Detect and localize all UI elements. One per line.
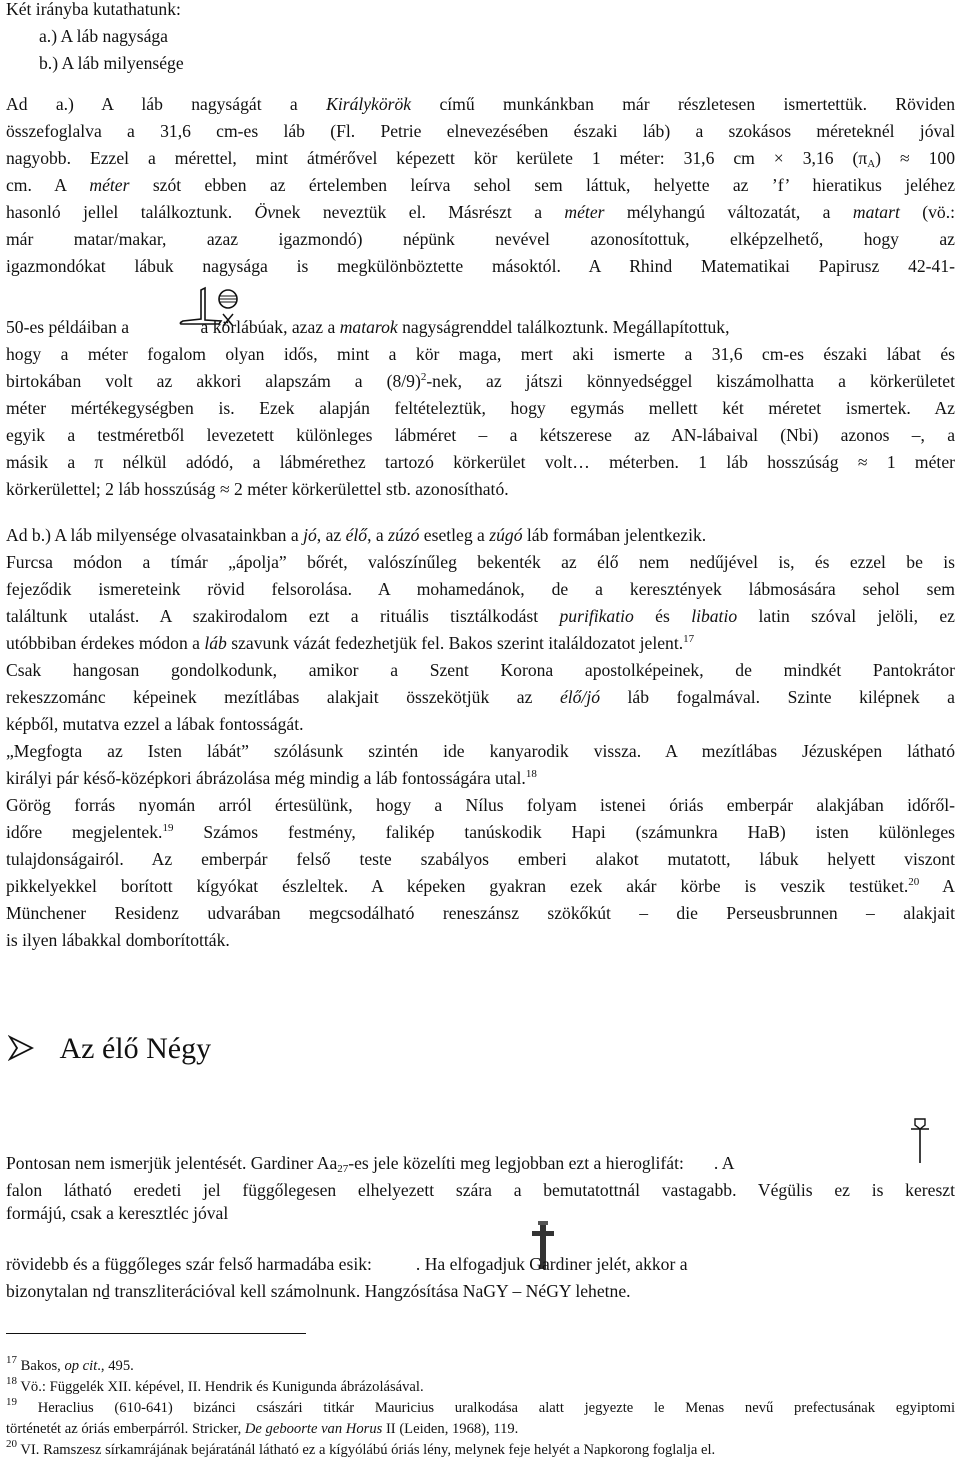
body-line: rövidebb és a függőleges szár felső harmadába esik: . Ha elfogadjuk Gardiner jelét, akkor a	[6, 1254, 688, 1274]
body-line: Görög forrás nyomán arról értesülünk, hogy a Nílus folyam istenei óriás emberpár alakjában időről-	[6, 795, 955, 815]
footnote-separator	[6, 1333, 306, 1334]
body-line: birtokában volt az akkori alapszám a $(8/9)^2$-nek, az játszi könnyedséggel kiszámolhatta a körkerületet	[6, 371, 955, 391]
body-line: körkerülettel; 2 láb hosszúság ≈ 2 méter körkerülettel stb. azonosítható.	[6, 479, 509, 499]
arrowhead-bullet-icon	[8, 1031, 38, 1067]
body-line: igazmondókat lábuk nagysága is megkülönböztette másoktól. A Rhind Matematikai Papirusz 42-41-	[6, 256, 955, 276]
body-line: másik a π nélkül adódó, a lábmérethez tartozó körkerület volt… méterben. 1 láb hosszúság ≈ 1 méter	[6, 452, 955, 472]
section-heading	[8, 1031, 211, 1067]
body-line: Csak hangosan gondolkodunk, amikor a Szent Korona apostolképeinek, de mindkét Pantokrátor	[6, 660, 955, 680]
intro-line: Két irányba kutathatunk:	[6, 0, 181, 19]
body-line: összefoglalva a 31,6 cm-es láb (Fl. Petrie elnevezésében északi láb) a szokásos méreteknél jóval	[6, 121, 955, 141]
body-line: is ilyen lábakkal domborították.	[6, 930, 230, 950]
body-line: már matar/makar, azaz igazmondó) népünk nevével azonosítottuk, elképzelhető, hogy az	[6, 229, 955, 249]
body-line: Münchener Residenz udvarában megcsodálható reneszánsz szökőkút – die Perseusbrunnen – alakjait	[6, 903, 955, 923]
body-line: Pontosan nem ismerjük jelentését. Gardiner $Aa_{27}-es$ jele közelíti meg legjobban ezt a hieroglifát: . A	[6, 1153, 735, 1175]
body-line: hasonló jellel találkoztunk. Övnek neveztük el. Másrészt a méter mélyhangú változatát, a matart (vö.:	[6, 202, 955, 222]
list-item-a: a.) A láb nagysága	[39, 26, 168, 46]
section-heading-text: Az élő Négy	[59, 1032, 212, 1065]
body-line: képből, mutatva ezzel a lábak fontosságát.	[6, 714, 304, 734]
body-line: rekeszzománc képeinek mezítlábas alakjait összekötjük az élő/jó láb fogalmával. Szinte kilépnek a	[6, 687, 955, 707]
body-line: hogy a méter fogalom olyan idős, mint a kör maga, mert aki ismerte a 31,6 cm-es északi lábat és	[6, 344, 955, 364]
body-line: „Megfogta az Isten lábát” szólásunk szintén ide kanyarodik vissza. A mezítlábas Jézusképen látható	[6, 741, 955, 761]
body-line: fejeződik ismereteink rövid felsorolása. A mohamedánok, de a keresztények lábmosására sehol sem	[6, 579, 955, 599]
body-line: méter mértékegységben is. Ezek alapján feltételeztük, hogy egymás mellett két méretet ismertek. Az	[6, 398, 955, 418]
body-line: bizonytalan nḏ transzliterációval kell számolnunk. Hangzósítása NaGY – NéGY lehetne.	[6, 1281, 631, 1301]
footnote-20: $^{20}$ VI. Ramszesz sírkamrájának bejáratánál látható ez a kígyólábú óriás lény, melynek feje helyét a Napkorong foglalja el.	[6, 1438, 716, 1458]
body-line: nagyobb. Ezzel a mérettel, mint átmérővel képezett kör kerülete 1 méter: 31,6 cm × 3,16 $(\pi_A) \approx 100$	[6, 148, 955, 170]
body-line: Furcsa módon a tímár „ápolja” bőrét, valószínűleg bekenték az élő nem nedűjével is, és ezzel be is	[6, 552, 955, 572]
body-line: falon látható eredeti jel függőlegesen elhelyezett szára a bemutatottnál vastagabb. Végülis ez is kereszt	[6, 1180, 955, 1200]
body-line: cm. A méter szót ebben az értelemben leírva sehol sem láttuk, helyette az ’f’ hieratikus jeléhez	[6, 175, 956, 195]
footnote-17: $^{17}$ Bakos, op cit., 495.	[6, 1354, 134, 1374]
body-line: Ad b.) A láb milyensége olvasatainkban a jó, az élő, a zúzó esetleg a zúgó láb formában jelentkezik.	[6, 525, 707, 545]
body-line: pikkelyekkel borított kígyókat észleltek. A képeken gyakran ezek akár körbe is veszik testüket.$^{20}$ A	[6, 876, 955, 896]
body-line: egyik a testméretből levezetett különleges lábméret – a kétszerese az AN-lábaival (Nbi) azonos –, a	[6, 425, 955, 445]
body-line: találtunk utalást. A szakirodalom ezt a rituális tisztálkodást purifikatio és libatio latin szóval jelöli, ez	[6, 606, 955, 626]
body-line: időre megjelentek.$^{19}$ Számos festmény, falikép tanúskodik Hapi (számunkra HaB) isten különleges	[6, 822, 955, 842]
footnote-19: $^{19}$ Heraclius (610-641) bizánci császári titkár Mauricius uralkodása alatt jegyezte le Menas nevű prefectusának egyiptomi	[6, 1396, 955, 1416]
body-line: utóbbiban érdekes módon a láb szavunk vázát fedezhetjük fel. Bakos szerint italáldozatot jelent.$^{17}$	[6, 633, 695, 653]
body-line: formájú, csak a keresztléc jóval	[6, 1203, 229, 1223]
footnote-18: $^{18}$ Vö.: Függelék XII. képével, II. Hendrik és Kunigunda ábrázolásával.	[6, 1375, 424, 1395]
body-line: 50-es példáiban a a körlábúak, azaz a matarok nagyságrenddel találkoztunk. Megállapítottuk,	[6, 317, 730, 337]
body-line: Ad a.) A láb nagyságát a Királykörök című munkánkban már részletesen ismertettük. Röviden	[6, 94, 955, 114]
body-line: tulajdonságairól. Az emberpár felső teste szabályos emberi alakot mutatott, lábuk helyett viszont	[6, 849, 955, 869]
footnote-19-continued: történetét az óriás emberpárról. Stricker, De geboorte van Horus II (Leiden, 1968), 119.	[6, 1421, 519, 1437]
list-item-b: b.) A láb milyensége	[39, 53, 184, 73]
body-line: királyi pár késő-középkori ábrázolása még mindig a láb fontosságára utal.$^{18}$	[6, 768, 537, 788]
